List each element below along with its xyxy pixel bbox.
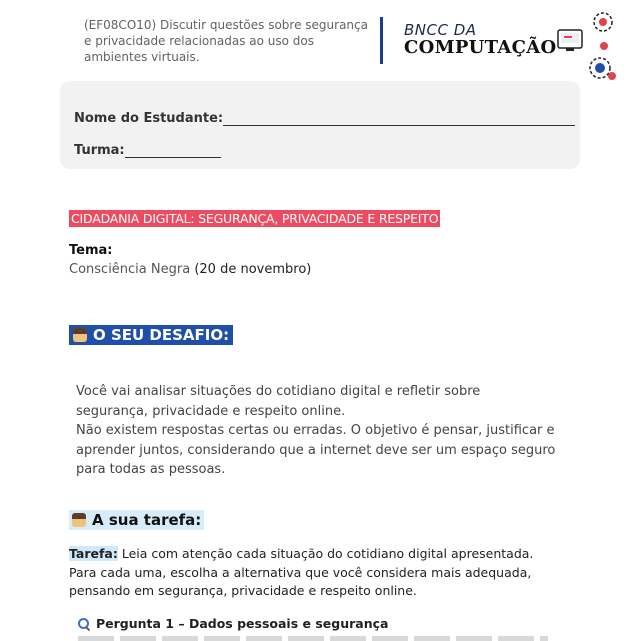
- question-1-heading: [78, 616, 388, 631]
- student-form: [60, 81, 580, 169]
- tema-label: Tema:: [69, 243, 113, 258]
- tarefa-heading: [69, 510, 204, 530]
- intro-text: [76, 382, 556, 480]
- detective-icon: [73, 328, 87, 342]
- class-line: [125, 146, 221, 158]
- logo-bottom-text: COMPUTAÇÃO: [404, 37, 557, 58]
- desafio-title: O SEU DESAFIO:: [93, 326, 230, 344]
- bncc-logo: [404, 21, 557, 62]
- computer-gears-icon: [556, 10, 622, 82]
- desafio-heading: [69, 325, 233, 345]
- intro-paragraph: Não existem respostas certas ou erradas. O objetivo é pensar, justificar e aprender juntos, considerando que a internet deve ser um espaço seguro para todas as pessoas.: [76, 423, 556, 477]
- magnifier-icon: [78, 618, 90, 630]
- task-instructions: [69, 545, 589, 601]
- logo-top-text: BNCC DA: [404, 21, 477, 39]
- task-text-1: Leia com atenção cada situação do cotidiano digital apresentada.: [117, 546, 534, 561]
- class-label: Turma:: [74, 143, 125, 158]
- student-name-field[interactable]: [74, 111, 575, 126]
- section-title: CIDADANIA DIGITAL: SEGURANÇA, PRIVACIDADE E RESPEITO: [71, 211, 439, 226]
- student-name-label: Nome do Estudante:: [74, 111, 224, 126]
- cutoff-text: [78, 634, 578, 641]
- header-description: (EF08CO10) Discutir questões sobre segurança e privacidade relacionadas ao uso dos ambientes virtuais.: [84, 18, 368, 64]
- tema-date: (20 de novembro): [194, 262, 312, 277]
- detective-icon: [72, 513, 86, 527]
- tema-value: [69, 262, 311, 277]
- class-field[interactable]: [74, 143, 221, 158]
- tarefa-title: A sua tarefa:: [92, 511, 202, 529]
- intro-paragraph: Você vai analisar situações do cotidiano digital e refletir sobre segurança, privacidade e respeito online.: [76, 384, 481, 419]
- student-name-line: [223, 114, 575, 126]
- header-divider: [380, 17, 383, 64]
- question-1-title: Pergunta 1 – Dados pessoais e segurança: [96, 616, 389, 631]
- task-text-2: Para cada uma, escolha a alternativa que você considera mais adequada, pensando em segurança, privacidade e respeito online.: [69, 564, 532, 598]
- tema-text: Consciência Negra: [69, 262, 191, 277]
- task-label: Tarefa:: [69, 546, 118, 561]
